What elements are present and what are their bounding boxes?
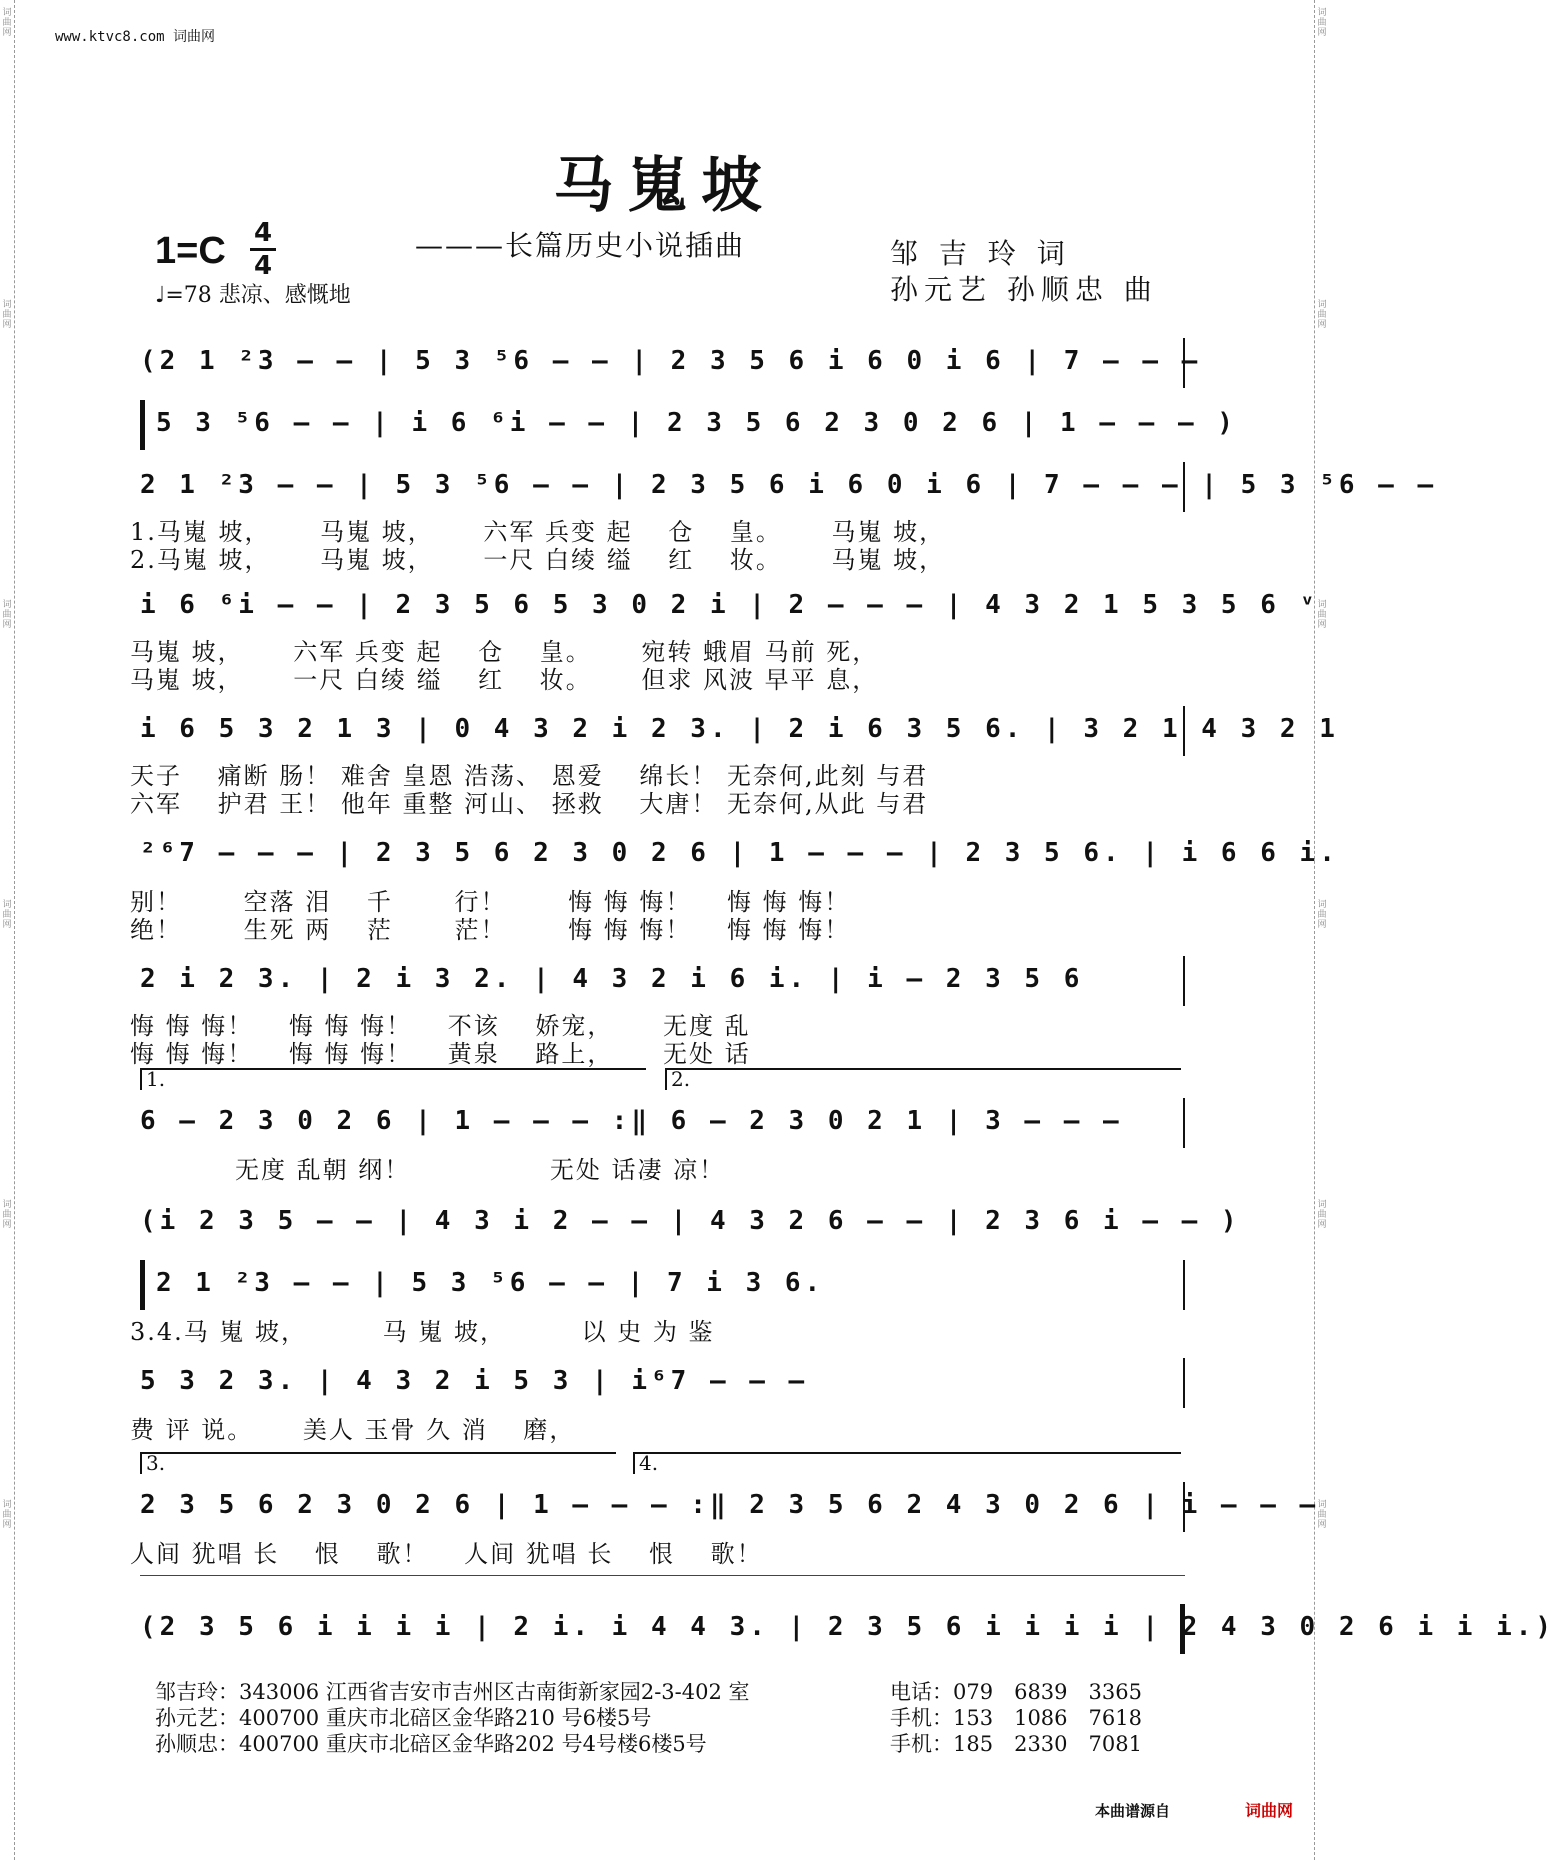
brand-link[interactable]: 词曲网: [1245, 1801, 1294, 1820]
contact-phone: 手机：153 1086 7618: [890, 1706, 1142, 1730]
side-watermark: 词曲网: [2, 900, 12, 930]
side-watermark: 词曲网: [1317, 8, 1327, 38]
notes: ²⁶7 – – – | 2 3 5 6 2 3 0 2 6 | 1 – – – | 2 3 5 6. | i 6 6 i.: [140, 838, 1339, 868]
repeat-start-barline: [140, 1260, 145, 1310]
lyric-line: 1.马嵬 坡， 马嵬 坡， 六军 兵变 起 仓 皇。 马嵬 坡，: [130, 518, 946, 546]
notes: 5 3 ⁵6 – – | i 6 ⁶i – – | 2 3 5 6 2 3 0 2 6 | 1 – – – ): [156, 408, 1237, 438]
meter-bottom: 4: [253, 251, 273, 281]
tempo-marking: ♩=78 悲凉、感慨地: [155, 283, 351, 308]
source-note: 本曲谱源自: [1095, 1802, 1171, 1820]
contact-phone: 手机：185 2330 7081: [890, 1732, 1142, 1756]
lyric-line: 2.马嵬 坡， 马嵬 坡， 一尺 白绫 缢 红 妆。 马嵬 坡，: [130, 546, 946, 574]
side-watermark: 词曲网: [2, 1500, 12, 1530]
side-watermark: 词曲网: [1317, 1500, 1327, 1530]
notes: i 6 ⁶i – – | 2 3 5 6 5 3 0 2 i | 2 – – – | 4 3 2 1 5 3 5 6 ᵛ: [140, 590, 1320, 620]
notation-row: [140, 402, 1237, 462]
notes: 2 1 ²3 – – | 5 3 ⁵6 – – | 7 i 3 6.: [156, 1268, 825, 1298]
volta-ending-3: 3.: [140, 1452, 616, 1474]
barline: [1183, 706, 1185, 756]
side-watermark: 词曲网: [2, 600, 12, 630]
side-watermark: 词曲网: [2, 1200, 12, 1230]
contact-line: 邹吉玲：343006 江西省吉安市吉州区古南街新家园2-3-402 室: [155, 1680, 750, 1704]
notation-row: [140, 1606, 1555, 1666]
composer-credit: 孙元艺 孙顺忠 曲: [890, 273, 1158, 306]
lyric-line: 无度 乱朝 纲！ 无处 话凄 凉！: [235, 1156, 726, 1184]
notes: (i 2 3 5 – – | 4 3 i 2 – – | 4 3 2 6 – – | 2 3 6 i – – ): [140, 1206, 1241, 1236]
lyric-line: 天子 痛断 肠！ 难舍 皇恩 浩荡、 恩爱 绵长！ 无奈何,此刻 与君: [130, 762, 929, 790]
volta-ending-2: 2.: [665, 1068, 1181, 1090]
right-watermark-strip: [1314, 0, 1329, 1860]
barline: [1183, 1358, 1185, 1408]
barline: [1183, 1260, 1185, 1310]
key-signature: 1=C: [155, 230, 226, 272]
lyric-line: 马嵬 坡， 六军 兵变 起 仓 皇。 宛转 蛾眉 马前 死，: [130, 638, 879, 666]
barline: [1183, 1098, 1185, 1148]
contact-line: 孙元艺：400700 重庆市北碚区金华路210 号6楼5号: [155, 1706, 652, 1730]
side-watermark: 词曲网: [2, 300, 12, 330]
notes: (2 1 ²3 – – | 5 3 ⁵6 – – | 2 3 5 6 i 6 0 i 6 | 7 – – –: [140, 346, 1202, 376]
volta-ending-1: 1.: [140, 1068, 646, 1090]
lyric-line: 别！ 空落 泪 千 行！ 悔 悔 悔！ 悔 悔 悔！: [130, 888, 851, 916]
lyric-line: 悔 悔 悔！ 悔 悔 悔！ 不该 娇宠， 无度 乱: [130, 1012, 751, 1040]
notation-row: [140, 1200, 1241, 1260]
meter-top: 4: [253, 218, 273, 248]
barline: [1183, 338, 1185, 388]
side-watermark: 词曲网: [1317, 300, 1327, 330]
lyric-line: 费 评 说。 美人 玉骨 久 消 磨，: [130, 1416, 576, 1444]
lyric-line: 悔 悔 悔！ 悔 悔 悔！ 黄泉 路上， 无处 话: [130, 1040, 751, 1068]
subtitle: ———长篇历史小说插曲: [415, 229, 746, 262]
time-signature: [250, 218, 276, 281]
barline: [1183, 956, 1185, 1006]
notes: i 6 5 3 2 1 3 | 0 4 3 2 i 2 3. | 2 i 6 3 5 6. | 3 2 1 4 3 2 1: [140, 714, 1339, 744]
contact-line: 孙顺忠：400700 重庆市北碚区金华路202 号4号楼6楼5号: [155, 1732, 707, 1756]
left-watermark-strip: [0, 0, 15, 1860]
notes: 6 – 2 3 0 2 6 | 1 – – – :‖ 6 – 2 3 0 2 1 | 3 – – –: [140, 1106, 1123, 1136]
notes: (2 3 5 6 i i i i | 2 i. i 4 4 3. | 2 3 5 6 i i i i | 2 4 3 0 2 6 i i i.): [140, 1612, 1555, 1642]
notes: 2 i 2 3. | 2 i 3 2. | 4 3 2 i 6 i. | i – 2 3 5 6: [140, 964, 1084, 994]
site-url[interactable]: www.ktvc8.com 词曲网: [55, 29, 216, 45]
lyric-line: 六军 护君 王！ 他年 重整 河山、 拯救 大唐！ 无奈何,从此 与君: [130, 790, 929, 818]
side-watermark: 词曲网: [1317, 900, 1327, 930]
barline: [1183, 1482, 1185, 1532]
volta-ending-4: 4.: [633, 1452, 1181, 1474]
lyric-line: 3.4.马 嵬 坡， 马 嵬 坡， 以 史 为 鉴: [130, 1318, 715, 1346]
side-watermark: 词曲网: [1317, 600, 1327, 630]
side-watermark: 词曲网: [1317, 1200, 1327, 1230]
page-title: 马嵬坡: [553, 151, 776, 221]
notes: 2 1 ²3 – – | 5 3 ⁵6 – – | 2 3 5 6 i 6 0 i 6 | 7 – – – | 5 3 ⁵6 – –: [140, 470, 1438, 500]
notation-row: [140, 340, 1202, 400]
repeat-start-barline: [140, 400, 145, 450]
final-barline: [1180, 1604, 1185, 1654]
contact-phone: 电话：079 6839 3365: [890, 1680, 1142, 1704]
side-watermark: 词曲网: [2, 8, 12, 38]
notes: 5 3 2 3. | 4 3 2 i 5 3 | i⁶7 – – –: [140, 1366, 809, 1396]
notes: 2 3 5 6 2 3 0 2 6 | 1 – – – :‖ 2 3 5 6 2 4 3 0 2 6 | i – – –: [140, 1490, 1320, 1520]
lyric-line: 马嵬 坡， 一尺 白绫 缢 红 妆。 但求 风波 早平 息，: [130, 666, 879, 694]
lyric-line: 绝！ 生死 两 茫 茫！ 悔 悔 悔！ 悔 悔 悔！: [130, 916, 851, 944]
barline: [1183, 462, 1185, 512]
lyric-line: 人间 犹唱 长 恨 歌！ 人间 犹唱 长 恨 歌！: [130, 1540, 763, 1568]
section-divider: [140, 1575, 1185, 1576]
lyricist-credit: 邹 吉 玲 词: [890, 237, 1071, 270]
